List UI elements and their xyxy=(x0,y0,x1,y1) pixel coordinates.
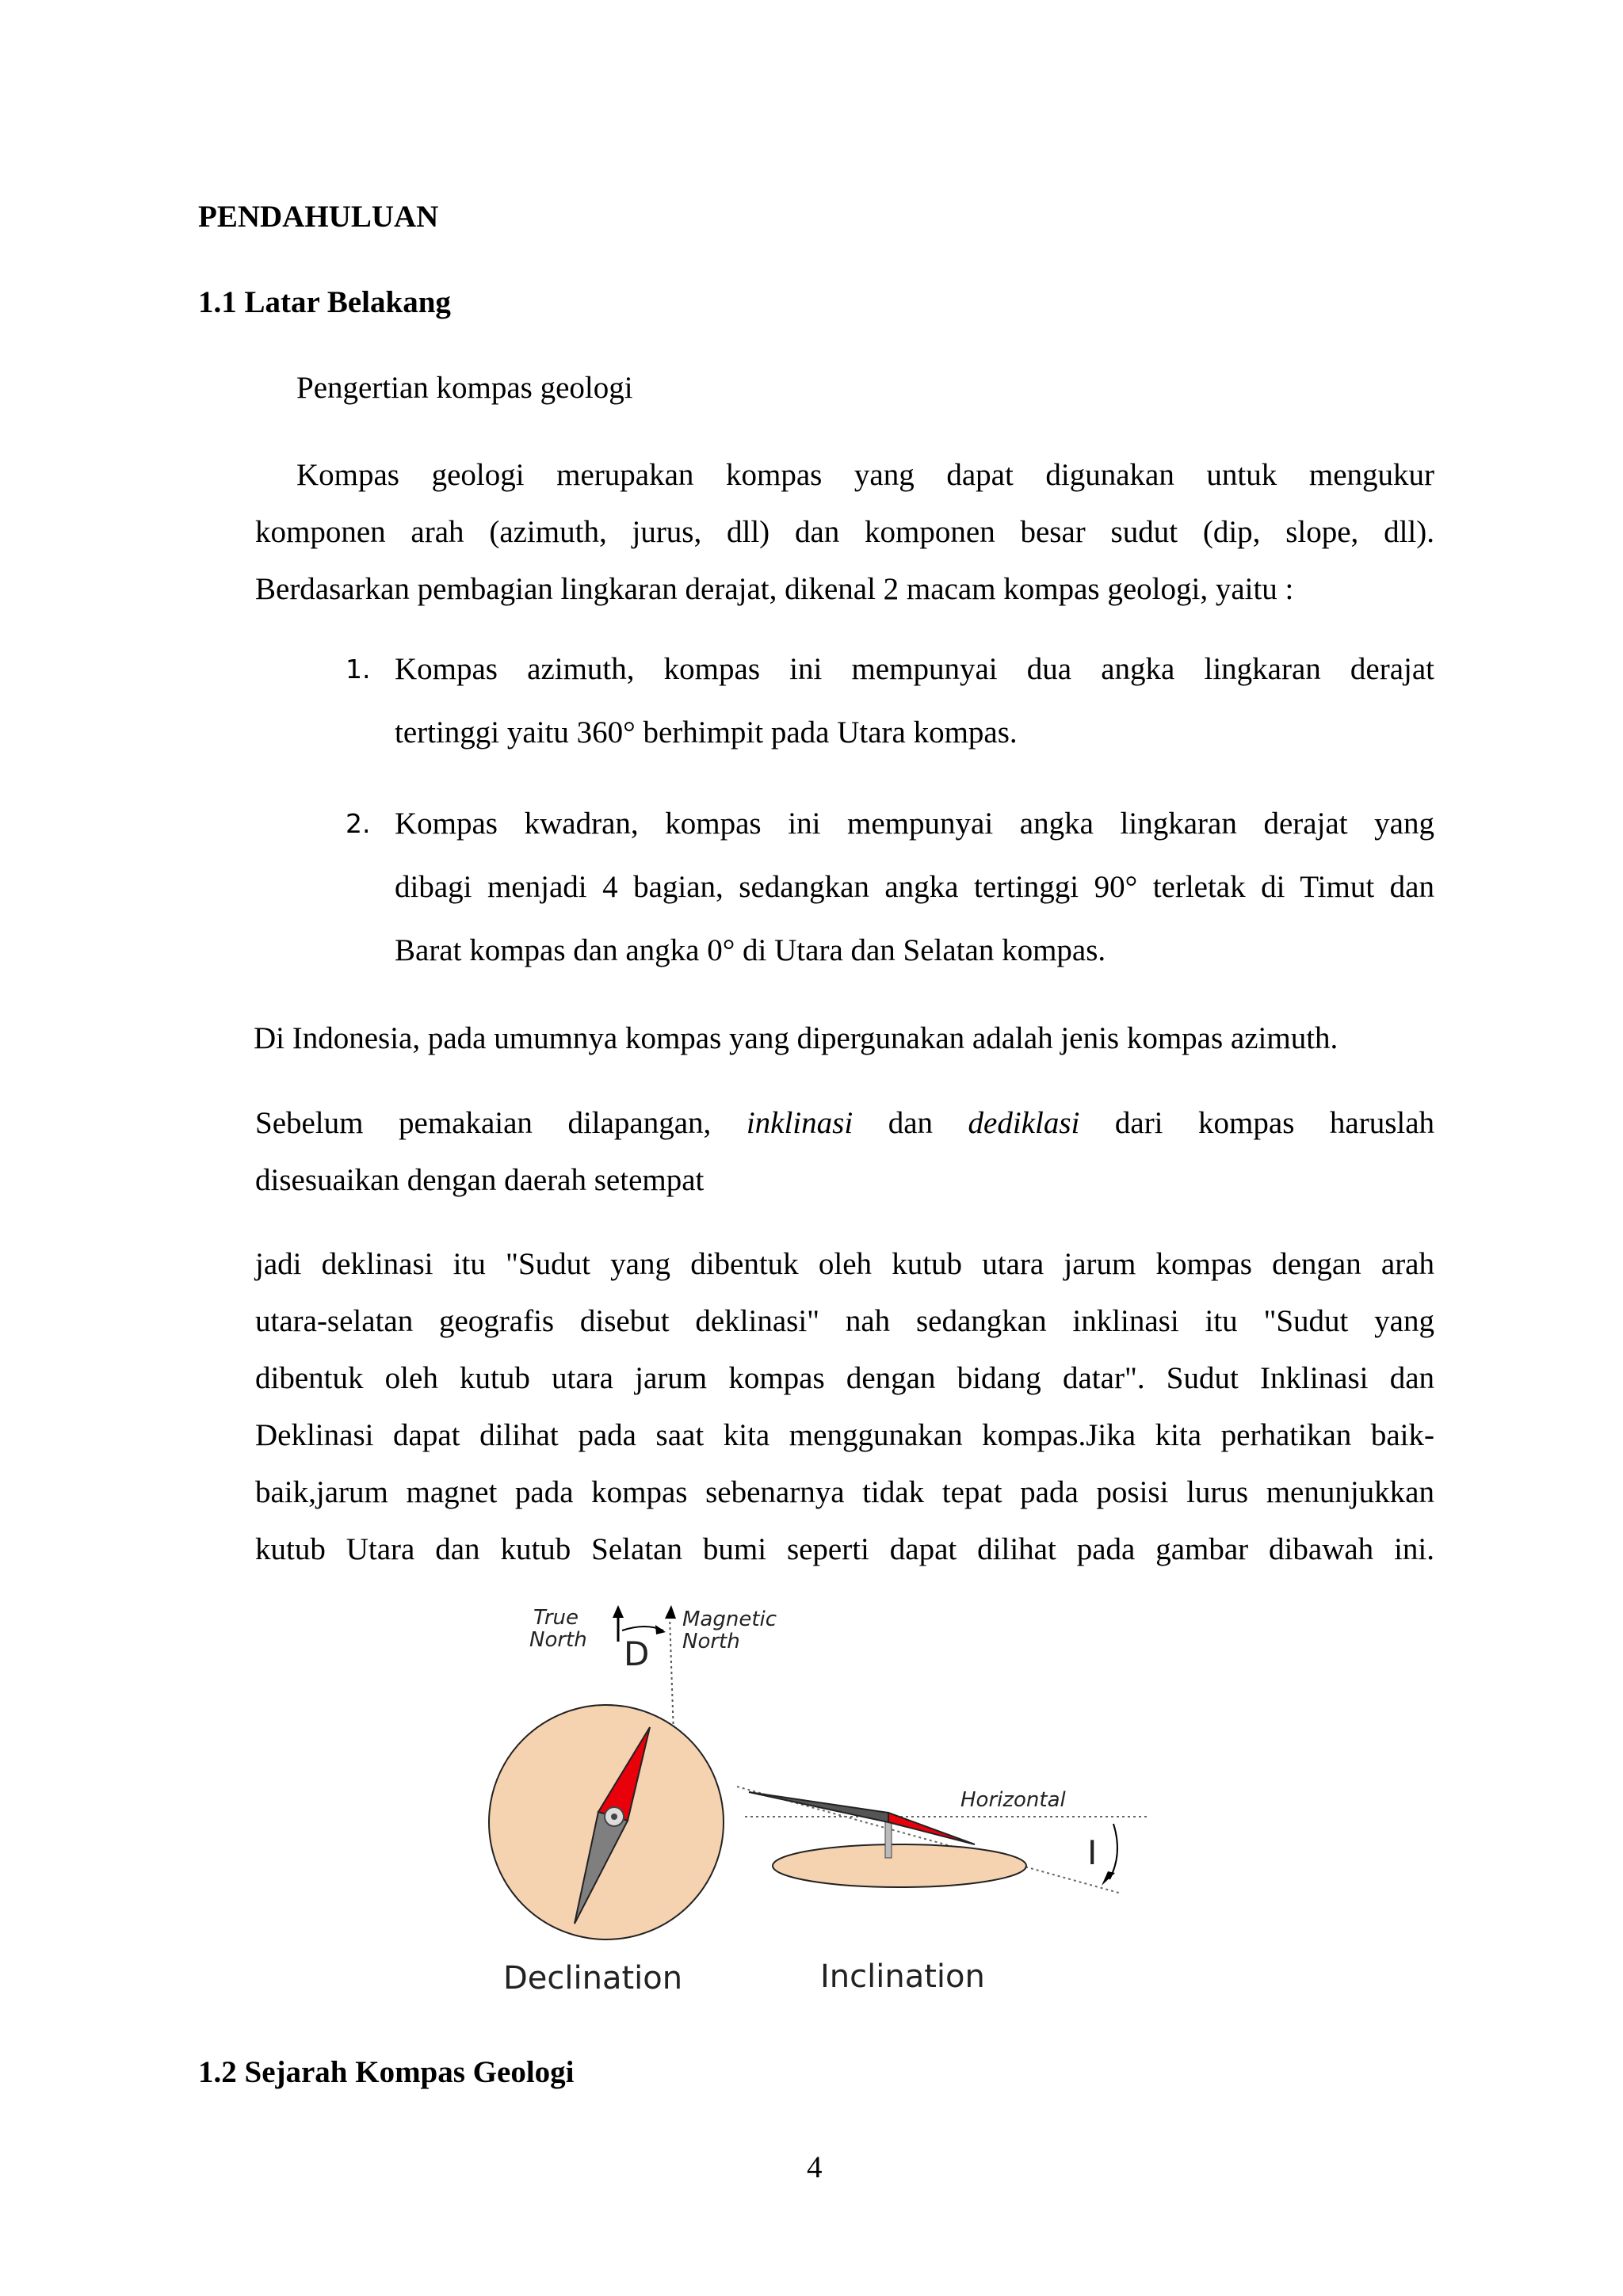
intro-line-3: Berdasarkan pembagian lingkaran derajat, dikenal 2 macam kompas geologi, yaitu : xyxy=(255,572,1294,606)
definition-line-5: baik,jarum magnet pada kompas sebenarnya tidak tepat pada posisi lurus menunjukkan xyxy=(255,1475,1434,1509)
subtitle: Pengertian kompas geologi xyxy=(296,371,633,405)
calibration-paragraph xyxy=(255,1095,1434,1209)
page-number: 4 xyxy=(807,2150,823,2184)
list-item-1-line-2: tertinggi yaitu 360° berhimpit pada Utara kompas. xyxy=(395,715,1018,749)
definition-line-1: jadi deklinasi itu "Sudut yang dibentuk oleh kutub utara jarum kompas dengan arah xyxy=(255,1247,1434,1281)
d-angle-label: D xyxy=(624,1634,650,1673)
true-north-label-2: North xyxy=(529,1628,587,1652)
needle-pivot-icon xyxy=(605,1807,624,1826)
definition-line-2: utara-selatan geografis disebut deklinasi" nah sedangkan inklinasi itu "Sudut yang xyxy=(255,1304,1434,1338)
needle-pin xyxy=(885,1818,892,1858)
i-angle-label: I xyxy=(1087,1833,1098,1872)
declination-inclination-figure xyxy=(487,1592,1149,2024)
list-item-2 xyxy=(395,792,1434,982)
definition-line-4: Deklinasi dapat dilihat pada saat kita menggunakan kompas.Jika kita perhatikan baik- xyxy=(255,1418,1434,1452)
magnetic-north-label-1: Magnetic xyxy=(682,1608,777,1631)
list-number-2: 2. xyxy=(346,808,371,839)
list-item-1 xyxy=(395,638,1434,765)
list-number-1: 1. xyxy=(346,654,371,685)
intro-line-2: komponen arah (azimuth, jurus, dll) dan komponen besar sudut (dip, slope, dll). xyxy=(255,515,1434,549)
dediklasi-term: dediklasi xyxy=(968,1106,1080,1140)
definition-paragraph xyxy=(255,1236,1434,1578)
section-heading-1-1: 1.1 Latar Belakang xyxy=(198,285,451,319)
true-north-label-1: True xyxy=(533,1606,579,1630)
list-item-2-line-1: Kompas kwadran, kompas ini mempunyai angka lingkaran derajat yang xyxy=(395,807,1434,841)
section-heading-1-2: 1.2 Sejarah Kompas Geologi xyxy=(198,2055,575,2089)
inclination-caption: Inclination xyxy=(820,1958,985,1995)
intro-paragraph xyxy=(255,447,1434,618)
calibration-line-1: Sebelum pemakaian dilapangan, inklinasi dan dediklasi dari kompas haruslah xyxy=(255,1106,1435,1140)
main-heading: PENDAHULUAN xyxy=(198,200,439,234)
calibration-line-2: disesuaikan dengan daerah setempat xyxy=(255,1163,705,1197)
list-item-1-line-1: Kompas azimuth, kompas ini mempunyai dua angka lingkaran derajat xyxy=(395,652,1434,686)
intro-line-1: Kompas geologi merupakan kompas yang dapat digunakan untuk mengukur xyxy=(296,458,1434,492)
inclination-disc xyxy=(773,1844,1026,1887)
horizontal-label: Horizontal xyxy=(960,1788,1066,1812)
inklinasi-term: inklinasi xyxy=(746,1106,854,1140)
declination-caption: Declination xyxy=(503,1960,683,1997)
definition-line-6: kutub Utara dan kutub Selatan bumi seperti dapat dilihat pada gambar dibawah ini. xyxy=(255,1532,1434,1566)
list-item-2-line-2: dibagi menjadi 4 bagian, sedangkan angka tertinggi 90° terletak di Timut dan xyxy=(395,870,1434,904)
magnetic-north-label-2: North xyxy=(682,1630,740,1653)
list-item-2-line-3: Barat kompas dan angka 0° di Utara dan Selatan kompas. xyxy=(395,933,1106,967)
definition-line-3: dibentuk oleh kutub utara jarum kompas dengan bidang datar". Sudut Inklinasi dan xyxy=(255,1361,1434,1395)
indonesia-paragraph: Di Indonesia, pada umumnya kompas yang dipergunakan adalah jenis kompas azimuth. xyxy=(254,1021,1338,1055)
